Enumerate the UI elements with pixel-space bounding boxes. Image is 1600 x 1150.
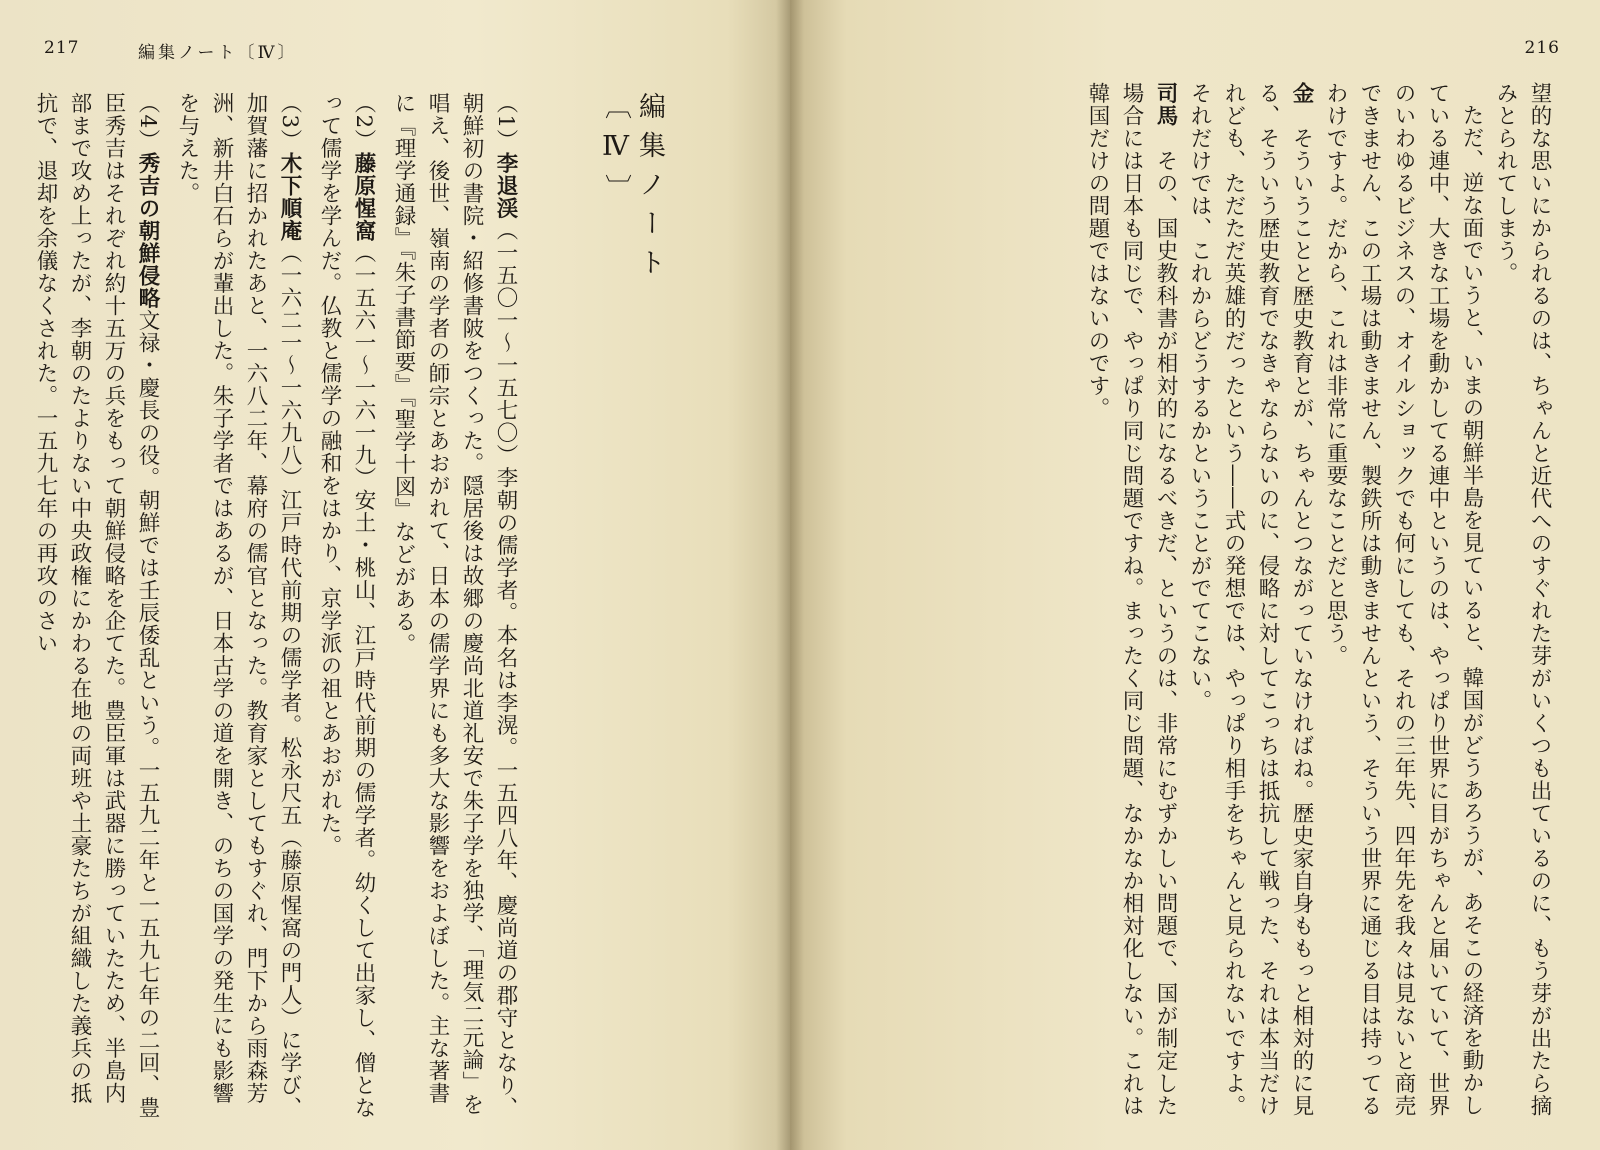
notes-body [33,92,522,1122]
left-running-title: 編集ノート〔Ⅳ〕 [138,43,298,63]
note-term: 木下順庵 [277,151,302,242]
note-term: 藤原惺窩 [351,151,376,242]
note-label: （3） [277,92,302,152]
dialogue-paragraph [1080,82,1182,1122]
speaker-name: 司馬 [1153,82,1178,127]
right-page [790,0,1600,1150]
note-text: （一五六一～一六一九）安土・桃山、江戸時代前期の儒学者。幼くして出家し、僧となって儒学を学んだ。仏教と儒学の融和をはかり、京学派の祖とあおがれた。 [317,92,376,1120]
left-page-number: 217 [44,38,80,58]
dialogue-paragraph [1488,82,1556,1122]
left-page [0,0,790,1150]
book-gutter [776,0,804,1150]
note-2 [312,92,380,1122]
note-1 [386,92,522,1122]
right-page-number: 216 [1524,38,1560,58]
note-text: （一五〇一～一五七〇）李朝の儒学者。本名は李滉。一五四八年、慶尚道の郡守となり、朝鮮初の書院・紹修書陂をつくった。隠居後は故郷の慶尚北道礼安で朱子学を独学、「理気二元論」を唱え、後世、嶺南の学者の師宗とあおがれて、日本の儒学界にも多大な影響をおよぼした。主な著書に『理学通録』『朱子書節要』『聖学十図』などがある。 [391,92,518,1120]
note-text: （一六二一～一六九八）江戸時代前期の儒学者。松永尺五（藤原惺窩の門人）に学び、加賀藩に招かれたあと、一六八二年、幕府の儒官となった。教育家としてもすぐれ、門下から雨森芳洲、新井白石らが輩出した。朱子学者ではあるが、日本古学の道を開き、のちの国学の発生にも影響を与えた。 [175,92,302,1120]
paragraph-text: 望的な思いにかられるのは、ちゃんと近代へのすぐれた芽がいくつも出ているのに、もう芽が出たら摘みとられてしまう。 [1493,82,1552,1117]
note-label: （1） [493,92,518,152]
dialogue-paragraph [1318,82,1488,1122]
note-text: 文禄・慶長の役。朝鮮では壬辰倭乱という。一五九二年と一五九七年の二回、豊臣秀吉はそれぞれ約十五万の兵をもって朝鮮侵略を企てた。豊臣軍は武器に勝っていたため、半島内部まで攻め上ったが、李朝のたよりない中央政権にかわる在地の両班や土豪たちが組織した義兵の抵抗で、退却を余儀なくされた。一五九七年の再攻のさい [33,92,160,1120]
dialogue-body [916,82,1556,1122]
note-term: 秀吉の朝鮮侵略 [135,151,160,310]
notes-section-title: 編集ノート〔Ⅳ〕 [600,92,665,287]
note-4 [28,92,164,1122]
paragraph-text: その、国史教科書が相対的になるべきだ、というのは、非常にむずかしい問題で、国が制定した場合には日本も同じで、やっぱり同じ問題ですね。まったく同じ問題、なかなか相対化しない。これは韓国だけの問題ではないのです。 [1085,82,1178,1117]
speaker-name: 金 [1289,82,1314,105]
paragraph-text: そういうことと歴史教育とが、ちゃんとつながっていなければね。歴史家自身ももっと相対的に見る、そういう歴史教育でなきゃならないのに、侵略に対してこっちは抵抗して戦った、それは本当だけれども、ただただ英雄的だったという――式の発想では、やっぱり相手をちゃんと見られないですよ。それだけでは、これからどうするかということがでてこない。 [1187,82,1314,1117]
dialogue-paragraph [1182,82,1318,1122]
note-term: 李退渓 [493,151,518,220]
note-label: （4） [135,92,160,152]
paragraph-text: ただ、逆な面でいうと、いまの朝鮮半島を見ていると、韓国がどうあろうが、あそこの経済を動かしている連中、大きな工場を動かしてる連中というのは、やっぱり世界に目がちゃんと届いていて、世界のいわゆるビジネスの、オイルショックでも何にしても、それの三年先、四年先を我々は見ないと商売できません、この工場は動きません、製鉄所は動きませんという、そういう世界に通じる目は持ってるわけですよ。だから、これは非常に重要なことだと思う。 [1323,82,1484,1117]
note-label: （2） [351,92,376,152]
note-3 [170,92,306,1122]
